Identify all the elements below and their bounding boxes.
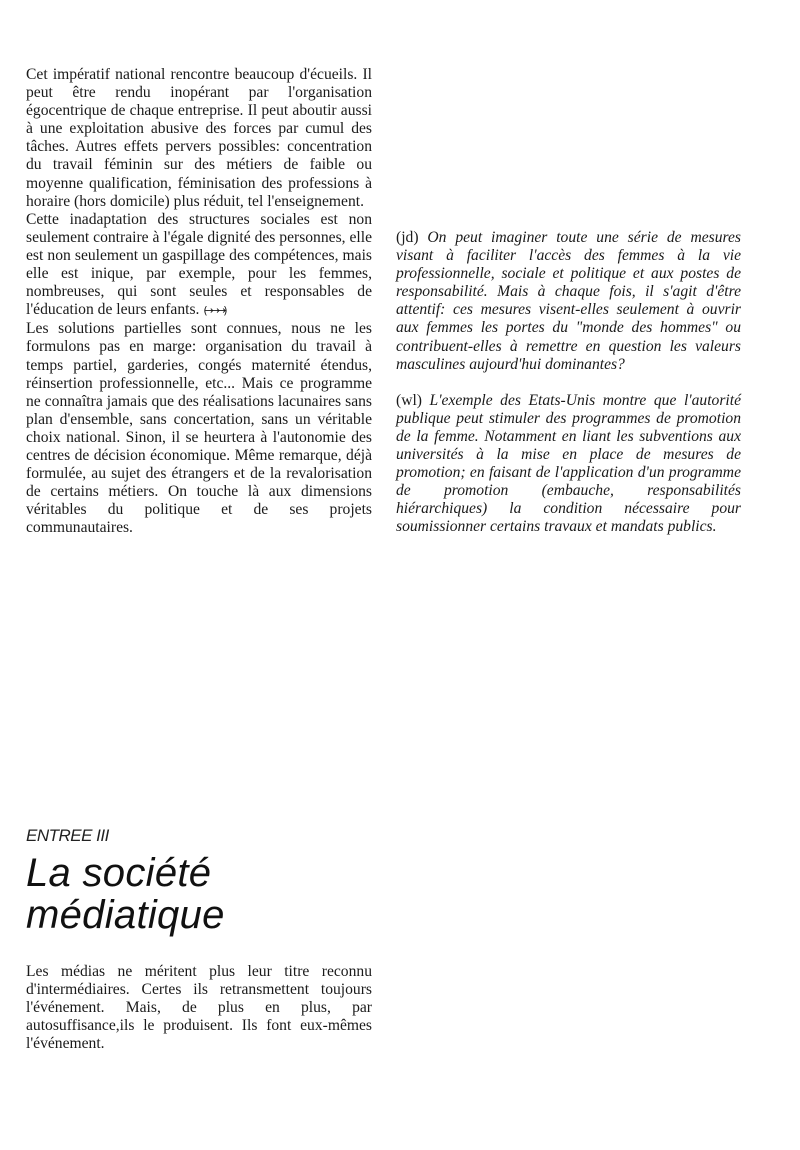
note-author-tag: (jd) [396, 229, 419, 246]
paragraph-3: Les solutions partielles sont connues, nous ne les formulons pas en marge: organisation du travail à temps partiel, garderies, congés maternité étendus, réinsertion professionnelle, etc... Mais ce programme ne connaîtra jamais que des réalisations lacunaires sans plan d'ensemble, sans concertation, sans un véritable choix national. Sinon, il se heurtera à l'autonomie des centres de décision économique. Même remarque, déjà formulée, au sujet des étrangers et de la revalorisation de certains métiers. On touche là aux dimensions véritables du politique et de ses projets communautaires. [26, 320, 372, 537]
section-header [26, 826, 386, 936]
continuation-arrow-icon: (→→→) [203, 304, 225, 318]
section-title [26, 852, 386, 936]
section-kicker: ENTREE III [26, 826, 109, 845]
paragraph-2 [26, 211, 372, 321]
main-text-column [26, 66, 372, 537]
note-text: L'exemple des Etats-Unis montre que l'autorité publique peut stimuler des programmes de promotion de la femme. Notamment en liant les subventions aux universités à la mise en place de mesures de promotion; en faisant de l'application d'un programme de promotion (embauche, responsabilités hiérarchiques) la condition nécessaire pour soumissionner certains travaux et mandats publics. [396, 391, 741, 536]
section-title-line-1: La société [26, 851, 212, 895]
note-text: On peut imaginer toute une série de mesures visant à faciliter l'accès des femmes à la vie professionnelle, sociale et politique et aux postes de responsabilité. Mais à chaque fois, il s'agit d'être attentif: ces mesures visent-elles seulement à ouvrir aux femmes les portes du "monde des hommes" ou contribuent-elles à remettre en question les valeurs masculines aujourd'hui dominantes? [396, 229, 741, 373]
margin-note-jd [396, 229, 741, 374]
section-intro-column [26, 963, 372, 1053]
section-intro-paragraph: Les médias ne méritent plus leur titre reconnu d'intermédiaires. Certes ils retransmettent toujours l'événement. Mais, de plus en plus, par autosuffisance,ils le produisent. Ils font eux-mêmes l'événement. [26, 963, 372, 1053]
section-title-line-2: médiatique [26, 893, 225, 937]
paragraph-1: Cet impératif national rencontre beaucoup d'écueils. Il peut être rendu inopérant par l'organisation égocentrique de chaque entreprise. Il peut aboutir aussi à une exploitation abusive des forces par cumul des tâches. Autres effets pervers possibles: concentration du travail féminin sur des métiers de faible ou moyenne qualification, féminisation des professions à horaire (hors domicile) plus réduit, tel l'enseignement. [26, 66, 372, 210]
paragraph-2-text: Cette inadaptation des structures sociales est non seulement contraire à l'égale dignité des personnes, elle est non seulement un gaspillage des compétences, mais elle est inique, par exemple, pour les femmes, nombreuses, qui sont seules et responsables de l'éducation de leurs enfants. [26, 210, 372, 319]
note-author-tag: (wl) [396, 391, 422, 409]
margin-note-wl [396, 392, 741, 537]
margin-notes-column [396, 229, 741, 537]
